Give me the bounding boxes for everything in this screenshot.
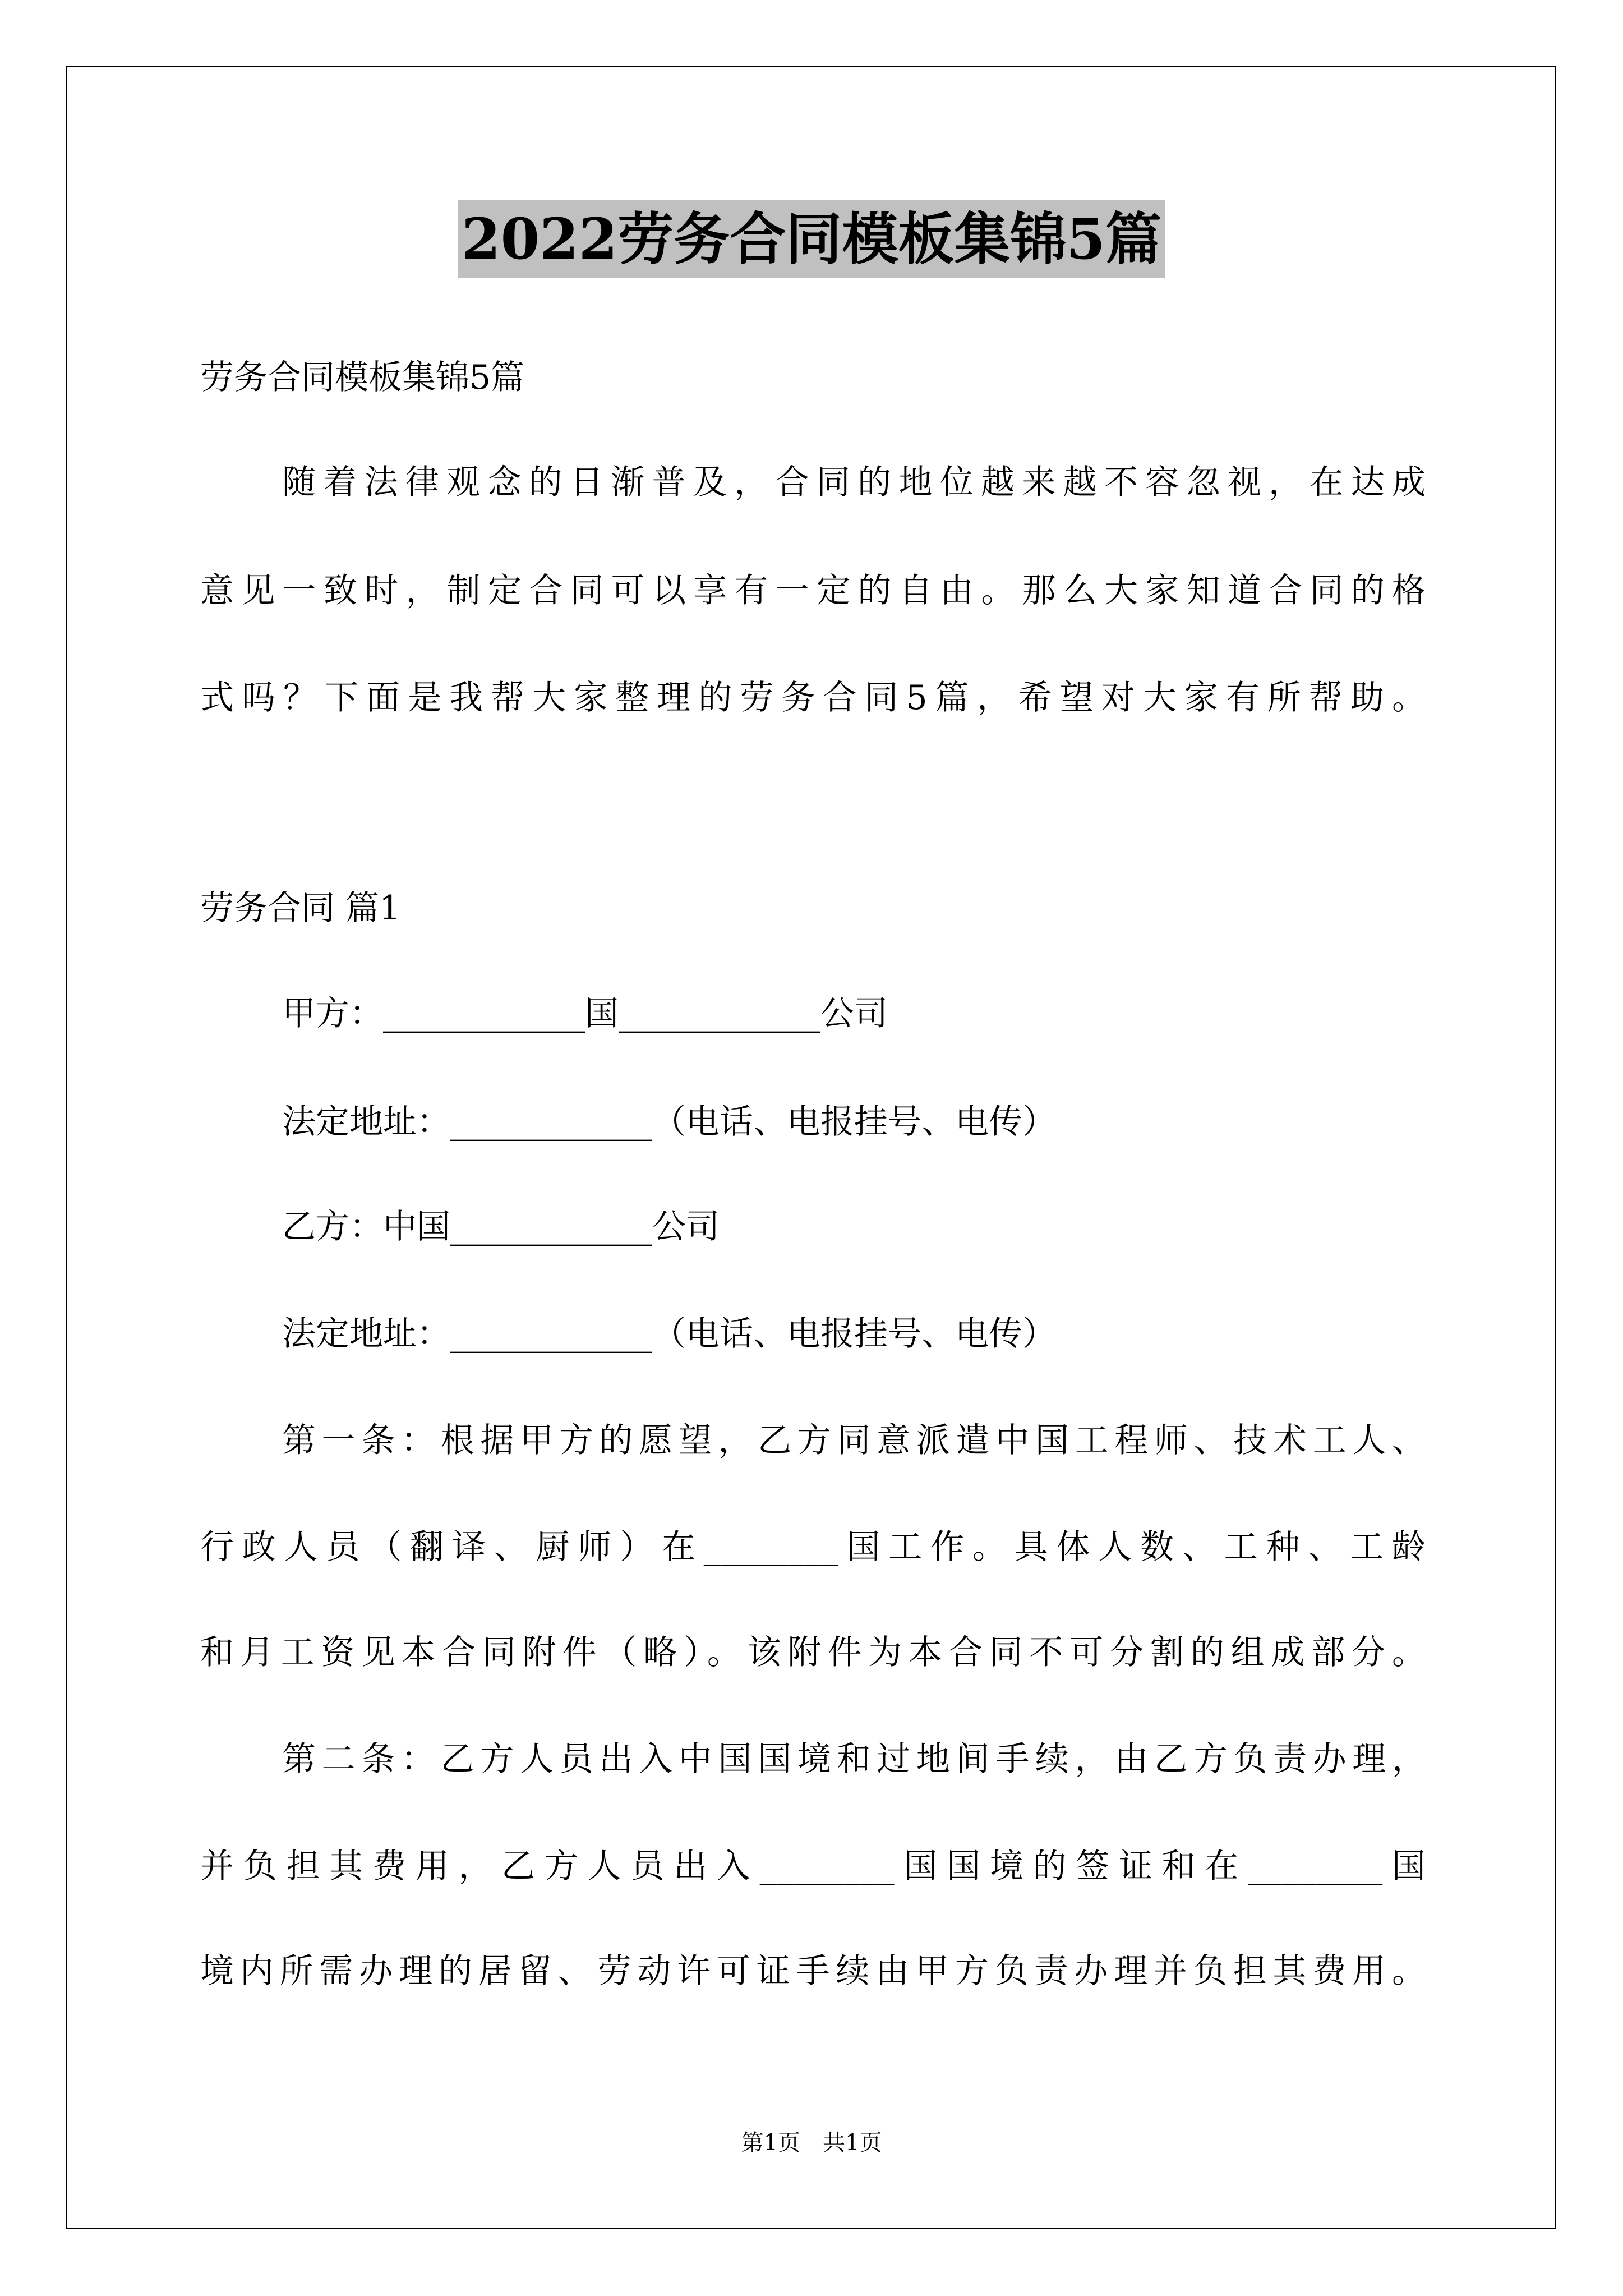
intro-line: 随着法律观念的日渐普及，合同的地位越来越不容忽视，在达成: [282, 463, 1426, 502]
party-a-address-line: 法定地址：____________（电话、电报挂号、电传）: [282, 1102, 1056, 1142]
article-2-line: 第二条：乙方人员出入中国国境和过地间手续，由乙方负责办理，: [282, 1740, 1426, 1779]
intro-line: 意见一致时，制定合同可以享有一定的自由。那么大家知道合同的格: [200, 571, 1426, 610]
subtitle: 劳务合同模板集锦5篇: [200, 358, 525, 397]
article-1-line: 行政人员（翻译、厨师）在________国工作。具体人数、工种、工龄: [200, 1527, 1426, 1567]
section-heading: 劳务合同 篇1: [200, 889, 401, 928]
document-title: 2022劳务合同模板集锦5篇: [458, 200, 1165, 278]
party-b-address-line: 法定地址：____________（电话、电报挂号、电传）: [282, 1314, 1056, 1354]
intro-line: 式吗？下面是我帮大家整理的劳务合同5篇，希望对大家有所帮助。: [200, 678, 1426, 717]
article-1-line: 第一条：根据甲方的愿望，乙方同意派遣中国工程师、技术工人、: [282, 1421, 1426, 1460]
article-2-line: 并负担其费用，乙方人员出入________国国境的签证和在________国: [200, 1847, 1426, 1886]
article-1-line: 和月工资见本合同附件（略）。该附件为本合同不可分割的组成部分。: [200, 1633, 1426, 1672]
article-2-line: 境内所需办理的居留、劳动许可证手续由甲方负责办理并负担其费用。: [200, 1952, 1426, 1991]
page-footer: 第1页 共1页: [741, 2130, 882, 2156]
party-a-line: 甲方：____________国____________公司: [282, 994, 888, 1033]
party-b-line: 乙方：中国____________公司: [282, 1207, 720, 1246]
